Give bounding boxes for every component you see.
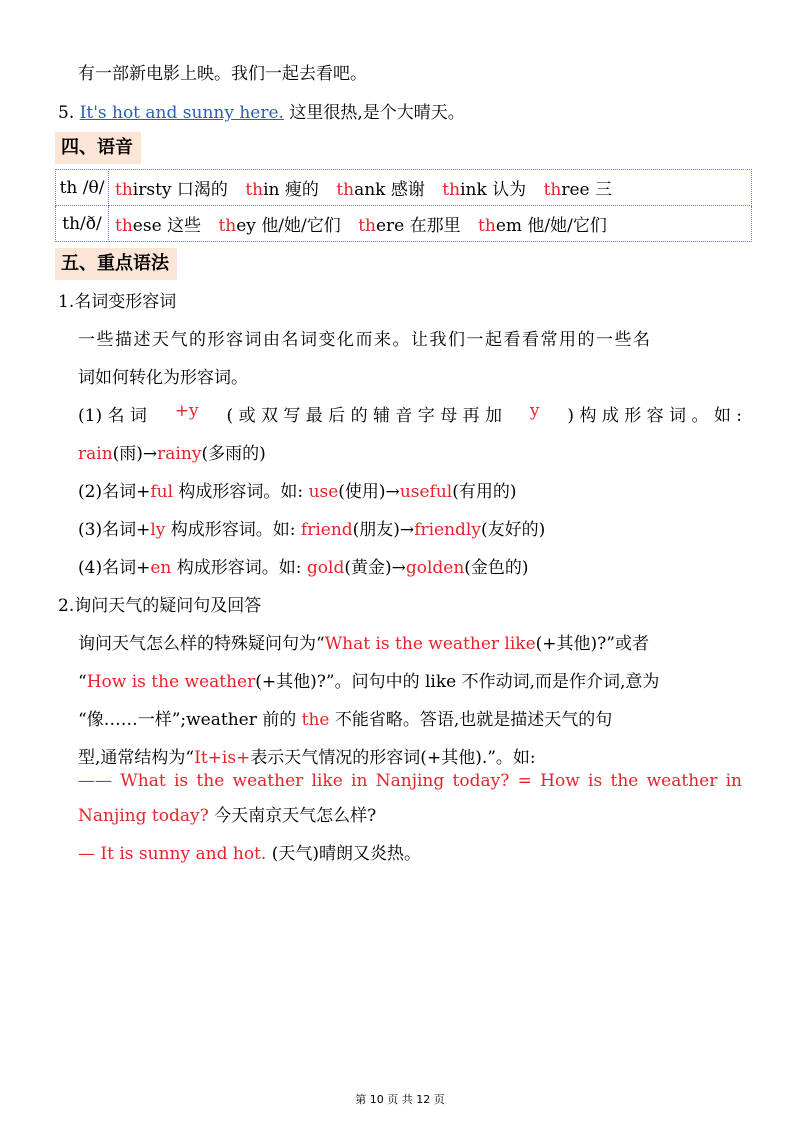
rule-text: (1) 名 词 (78, 406, 147, 426)
suffix-highlight: ly (150, 520, 166, 540)
word-item: they 他/她/它们 (218, 216, 341, 236)
noun-example: friend (300, 520, 353, 540)
word-item: these 这些 (115, 216, 202, 236)
subheading-noun-to-adjective: 1.名词变形容词 (58, 292, 177, 312)
gloss: (多雨的) (201, 444, 266, 464)
phonics-table (55, 169, 752, 242)
adjective-example: golden (405, 558, 465, 578)
word-item: think 认为 (442, 180, 527, 200)
rule-3: (3)名词+ly 构成形容词。如: friend(朋友)→friendly(友好的) (78, 520, 546, 540)
suffix-highlight: en (150, 558, 172, 578)
paragraph-line: 询问天气怎么样的特殊疑问句为“What is the weather like(+其他)?”或者 (78, 634, 649, 654)
paragraph-line: “像……一样”;weather 前的 the 不能省略。答语,也就是描述天气的句 (78, 710, 613, 730)
example-question: —— What is the weather like in Nanjing today? = How is the weather in (78, 771, 742, 791)
rule-1 (78, 401, 742, 426)
phonetic-symbol: th/ð/ (56, 206, 109, 242)
example-answer: — It is sunny and hot. (天气)晴朗又炎热。 (78, 844, 421, 864)
noun-example: use (308, 482, 339, 502)
table-row (56, 206, 752, 242)
word-item: them 他/她/它们 (478, 216, 607, 236)
word-item: thin 瘦的 (245, 180, 319, 200)
paragraph-line: 型,通常结构为“It+is+表示天气情况的形容词(+其他).”。如: (78, 748, 536, 768)
suffix-highlight: ful (150, 482, 174, 502)
suffix-highlight: +y (174, 401, 199, 421)
phonetic-symbol: th /θ/ (56, 170, 109, 206)
suffix-highlight: y (529, 401, 540, 421)
rule-2: (2)名词+ful 构成形容词。如: use(使用)→useful(有用的) (78, 482, 517, 502)
chinese-translation: 这里很热,是个大晴天。 (289, 103, 465, 123)
page-footer: 第 10 页 共 12 页 (355, 1093, 445, 1106)
word-item: there 在那里 (358, 216, 461, 236)
adjective-example: useful (399, 482, 453, 502)
gloss: (雨)→ (112, 444, 158, 464)
section-heading-phonetics: 四、语音 (55, 132, 141, 164)
word-list (109, 170, 752, 206)
highlight-the: the (301, 710, 330, 730)
section-heading-grammar: 五、重点语法 (55, 248, 177, 280)
question-pattern: What is the weather like (324, 634, 536, 654)
noun-example: rain (78, 444, 113, 464)
rule-1-example (78, 439, 266, 464)
example-question-cont: Nanjing today? 今天南京天气怎么样? (78, 806, 377, 826)
word-item: thank 感谢 (336, 180, 425, 200)
item-number: 5. (58, 103, 75, 123)
item-5 (58, 98, 465, 123)
translation-line: 有一部新电影上映。我们一起去看吧。 (78, 64, 367, 84)
rule-text: ) 构 成 形 容 词 。 如 : (567, 406, 742, 426)
adjective-example: rainy (157, 444, 202, 464)
english-sentence-link[interactable]: It's hot and sunny here. (79, 103, 284, 123)
rule-4: (4)名词+en 构成形容词。如: gold(黄金)→golden(金色的) (78, 558, 529, 578)
word-item: three 三 (543, 180, 613, 200)
paragraph-line: “How is the weather(+其他)?”。问句中的 like 不作动词,而是作介词,意为 (78, 672, 660, 692)
table-row (56, 170, 752, 206)
paragraph-line: 一些描述天气的形容词由名词变化而来。让我们一起看看常用的一些名 (78, 330, 652, 350)
rule-text: ( 或 双 写 最 后 的 辅 音 字 母 再 加 (226, 406, 503, 426)
noun-example: gold (306, 558, 345, 578)
paragraph-line: 词如何转化为形容词。 (78, 368, 248, 388)
word-list (109, 206, 752, 242)
answer-pattern: It+is+ (194, 748, 251, 768)
question-pattern: How is the weather (86, 672, 256, 692)
subheading-weather-questions: 2.询问天气的疑问句及回答 (58, 596, 262, 616)
adjective-example: friendly (414, 520, 481, 540)
word-item: thirsty 口渴的 (115, 180, 228, 200)
